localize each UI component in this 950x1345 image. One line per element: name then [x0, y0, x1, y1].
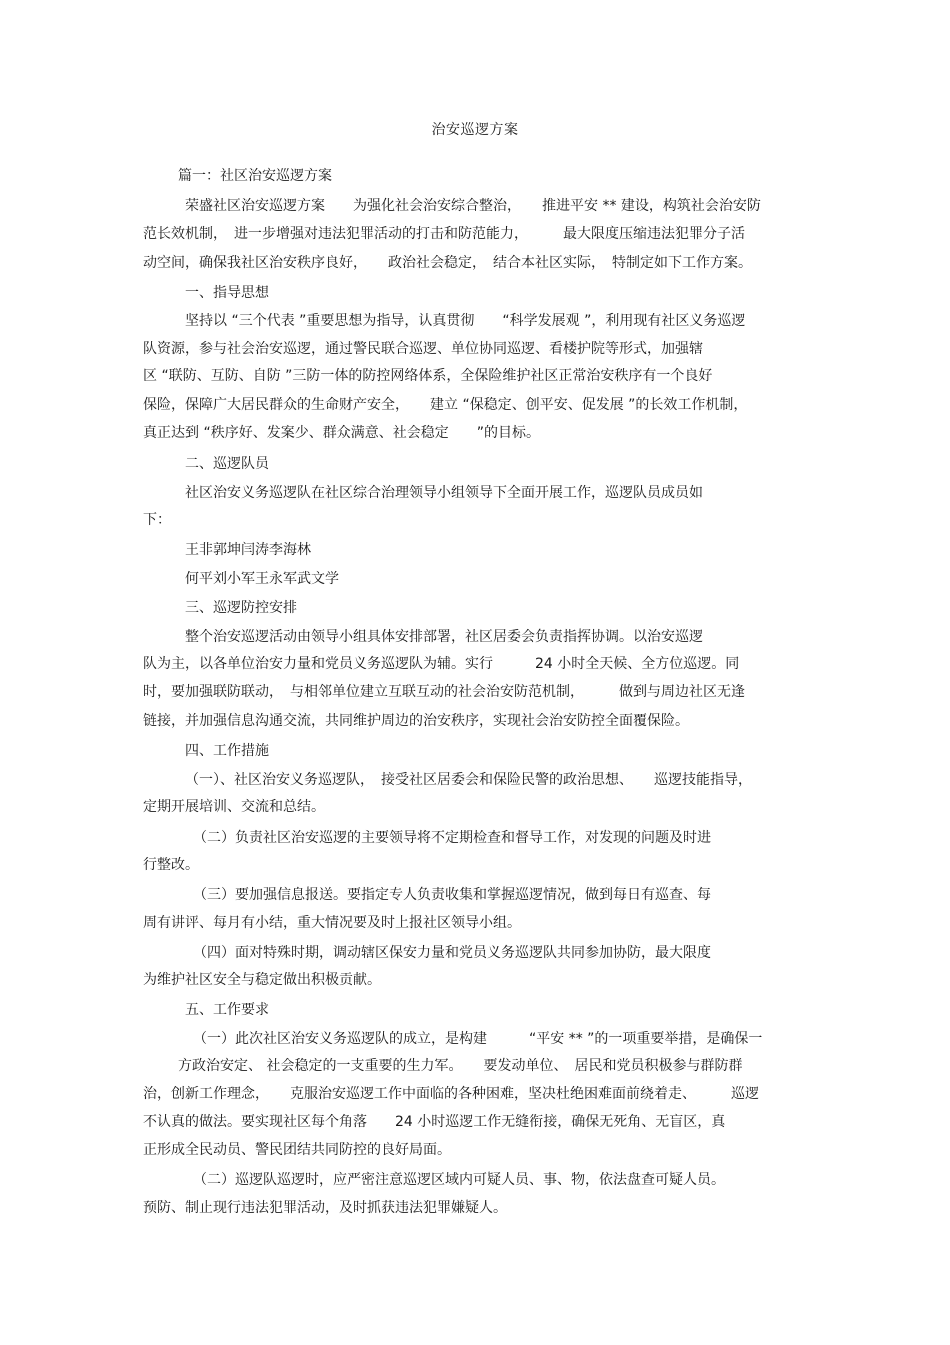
body-line: （二）负责社区治安巡逻的主要领导将不定期检查和督导工作，对发现的问题及时进	[193, 830, 711, 846]
section-heading: 一、指导思想	[185, 285, 269, 301]
body-line: 正形成全民动员、警民团结共同防控的良好局面。	[143, 1142, 451, 1158]
body-line: 行整改。	[143, 857, 199, 873]
document-title: 治安巡逻方案	[431, 122, 519, 138]
body-line: 荣盛社区治安巡逻方案 为强化社会治安综合整治， 推进平安 ** 建设，构筑社会治安防	[185, 198, 761, 214]
body-line: 保险，保障广大居民群众的生命财产安全， 建立 “保稳定、创平安、促发展 ”的长效工作机制，	[143, 397, 748, 413]
body-line: 坚持以 “三个代表 ”重要思想为指导，认真贯彻 “科学发展观 ”，利用现有社区义务巡逻	[185, 313, 746, 329]
body-line: 时，要加强联防联动， 与相邻单位建立互联互动的社会治安防范机制， 做到与周边社区无逢	[143, 684, 745, 700]
body-line: 真正达到 “秩序好、发案少、群众满意、社会稳定 ”的目标。	[143, 425, 540, 441]
body-line: 动空间，确保我社区治安秩序良好， 政治社会稳定， 结合本社区实际， 特制定如下工作方案。	[143, 255, 752, 271]
body-line: 社区治安义务巡逻队在社区综合治理领导小组领导下全面开展工作，巡逻队员成员如	[185, 485, 703, 501]
section-heading: 二、巡逻队员	[185, 456, 269, 472]
member-list-line: 王非郭坤闫涛李海林	[185, 542, 311, 558]
section-heading-chapter: 篇一：社区治安巡逻方案	[178, 168, 332, 184]
body-line: 范长效机制， 进一步增强对违法犯罪活动的打击和防范能力， 最大限度压缩违法犯罪分子活	[143, 226, 745, 242]
body-line: （二）巡逻队巡逻时，应严密注意巡逻区域内可疑人员、事、物，依法盘查可疑人员。	[193, 1172, 725, 1188]
body-line: （四）面对特殊时期，调动辖区保安力量和党员义务巡逻队共同参加协防，最大限度	[193, 945, 711, 961]
body-line: 不认真的做法。要实现社区每个角落 24 小时巡逻工作无缝衔接，确保无死角、无盲区，真	[143, 1114, 726, 1130]
section-heading: 三、巡逻防控安排	[185, 600, 297, 616]
body-line: （一）、社区治安义务巡逻队， 接受社区居委会和保险民警的政治思想、 巡逻技能指导，	[185, 772, 752, 788]
member-list-line: 何平刘小军王永军武文学	[185, 571, 339, 587]
body-line: 区 “联防、互防、自防 ”三防一体的防控网络体系，全保险维护社区正常治安秩序有一个良好	[143, 368, 713, 384]
body-line: 定期开展培训、交流和总结。	[143, 799, 325, 815]
body-line: 预防、制止现行违法犯罪活动，及时抓获违法犯罪嫌疑人。	[143, 1200, 507, 1216]
body-line: 周有讲评、每月有小结，重大情况要及时上报社区领导小组。	[143, 915, 521, 931]
body-line: 方政治安定、 社会稳定的一支重要的生力军。 要发动单位、 居民和党员积极参与群防群	[178, 1058, 743, 1074]
section-heading: 四、工作措施	[185, 743, 269, 759]
body-line: 队资源，参与社会治安巡逻，通过警民联合巡逻、单位协同巡逻、看楼护院等形式，加强辖	[143, 341, 703, 357]
body-line: 链接，并加强信息沟通交流，共同维护周边的治安秩序，实现社会治安防控全面覆保险。	[143, 713, 689, 729]
body-line: （一）此次社区治安义务巡逻队的成立，是构建 “平安 ** ”的一项重要举措，是确保一	[193, 1031, 763, 1047]
body-line: 队为主，以各单位治安力量和党员义务巡逻队为辅。实行 24 小时全天候、全方位巡逻。同	[143, 656, 740, 672]
body-line: 为维护社区安全与稳定做出积极贡献。	[143, 972, 381, 988]
body-line: 下：	[143, 512, 171, 528]
section-heading: 五、工作要求	[185, 1002, 269, 1018]
body-line: 整个治安巡逻活动由领导小组具体安排部署，社区居委会负责指挥协调。以治安巡逻	[185, 629, 703, 645]
body-line: （三）要加强信息报送。要指定专人负责收集和掌握巡逻情况，做到每日有巡查、每	[193, 887, 711, 903]
body-line: 治，创新工作理念， 克服治安巡逻工作中面临的各种困难，坚决杜绝困难面前绕着走、 巡逻	[143, 1086, 759, 1102]
